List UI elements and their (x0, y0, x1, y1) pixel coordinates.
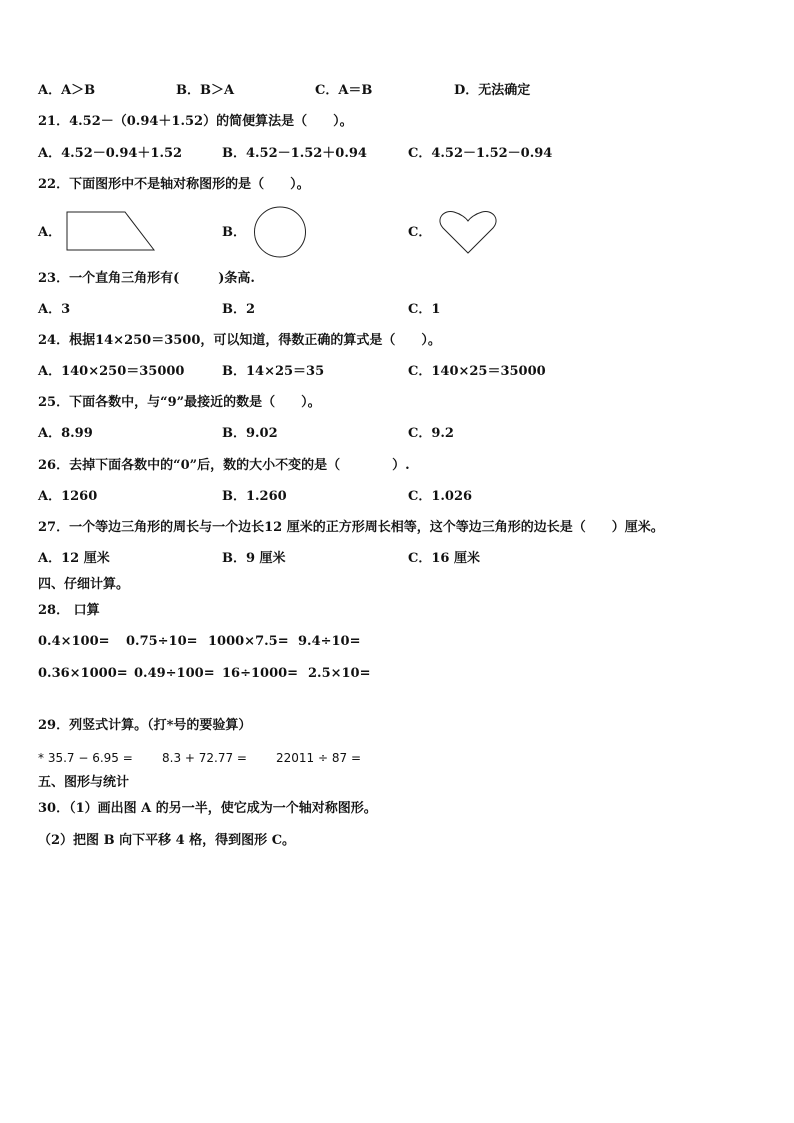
section-4-title: 四、仔细计算。 (38, 577, 130, 592)
circle-icon (252, 205, 308, 259)
q20-option-b: B．B＞A (176, 83, 235, 98)
q22-stem: 22．下面图形中不是轴对称图形的是（ ）。 (38, 177, 310, 192)
q21-option-a: A．4.52－0.94＋1.52 (38, 146, 183, 161)
q23-stem: 23．一个直角三角形有( )条高. (38, 271, 255, 286)
q27-stem: 27．一个等边三角形的周长与一个边长12 厘米的正方形周长相等，这个等边三角形的边长是（ ）厘米。 (38, 520, 664, 535)
q23-option-a: A．3 (38, 302, 71, 317)
q25-stem: 25．下面各数中，与“9”最接近的数是（ ）。 (38, 395, 321, 410)
q25-option-a: A．8.99 (38, 426, 93, 441)
q29-item: * 35.7 − 6.95 = (38, 751, 133, 765)
q26-option-b: B．1.260 (222, 489, 287, 504)
q22-option-a: A． (38, 225, 62, 240)
q29-item: 8.3 + 72.77 = (162, 751, 247, 765)
q23-option-c: C．1 (408, 302, 441, 317)
q21-option-b: B．4.52－1.52＋0.94 (222, 146, 367, 161)
q20-option-d: D．无法确定 (454, 83, 531, 98)
q23-option-b: B．2 (222, 302, 256, 317)
q30-part2: （2）把图 B 向下平移 4 格，得到图形 C。 (38, 833, 296, 848)
q28-item: 0.75÷10= (126, 634, 198, 649)
q28-item: 0.36×1000= (38, 666, 128, 681)
q24-option-b: B．14×25＝35 (222, 364, 325, 379)
q28-item: 0.49÷100= (134, 666, 215, 681)
trapezoid-icon (64, 210, 158, 254)
q28-stem: 28． 口算 (38, 603, 100, 618)
q28-item: 0.4×100= (38, 634, 110, 649)
q20-option-c: C．A＝B (315, 83, 373, 98)
q22-option-b: B． (222, 225, 246, 240)
q24-option-c: C．140×25＝35000 (408, 364, 546, 379)
q22-option-c: C． (408, 225, 432, 240)
q24-stem: 24．根据14×250＝3500，可以知道，得数正确的算式是（ ）。 (38, 333, 441, 348)
q25-option-b: B．9.02 (222, 426, 278, 441)
q29-item: 22011 ÷ 87 = (276, 751, 361, 765)
q20-option-a: A．A＞B (38, 83, 96, 98)
q28-item: 2.5×10= (308, 666, 371, 681)
q26-stem: 26．去掉下面各数中的“0”后，数的大小不变的是（ ）. (38, 458, 410, 473)
q30-part1: 30．（1）画出图 A 的另一半，使它成为一个轴对称图形。 (38, 801, 377, 816)
q25-option-c: C．9.2 (408, 426, 454, 441)
q28-item: 9.4÷10= (298, 634, 361, 649)
q21-stem: 21．4.52－（0.94＋1.52）的简便算法是（ ）。 (38, 114, 353, 129)
q21-option-c: C．4.52－1.52－0.94 (408, 146, 553, 161)
q26-option-c: C．1.026 (408, 489, 473, 504)
q28-item: 16÷1000= (222, 666, 299, 681)
q27-option-a: A．12 厘米 (38, 551, 110, 566)
heart-icon (437, 208, 499, 256)
q24-option-a: A．140×250＝35000 (38, 364, 185, 379)
q27-option-c: C．16 厘米 (408, 551, 480, 566)
q29-stem: 29．列竖式计算。（打*号的要验算） (38, 718, 252, 733)
q26-option-a: A．1260 (38, 489, 98, 504)
q27-option-b: B．9 厘米 (222, 551, 286, 566)
q28-item: 1000×7.5= (208, 634, 289, 649)
section-5-title: 五、图形与统计 (38, 775, 130, 790)
